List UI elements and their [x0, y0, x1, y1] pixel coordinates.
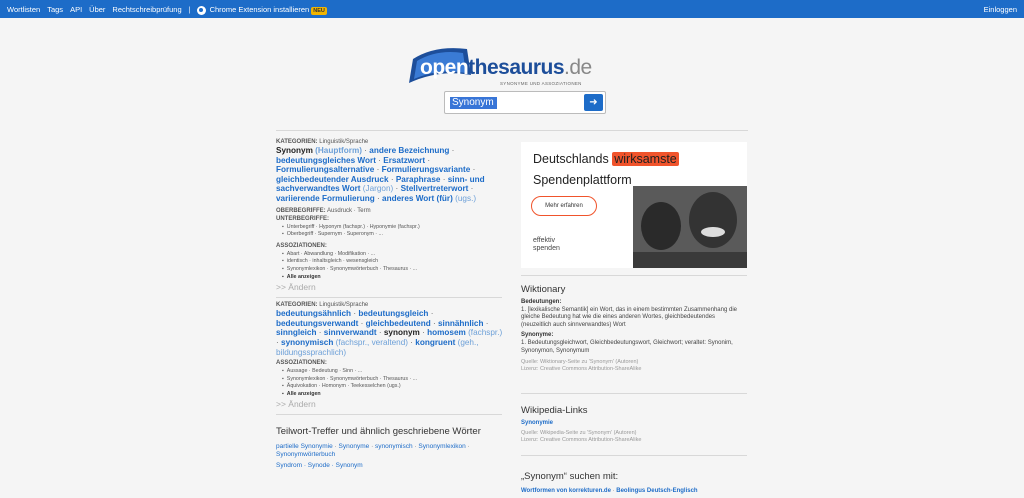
divider — [521, 455, 747, 456]
teilwort-links: partielle Synonymie · Synonyme · synonymisch · Synonymlexikon · Synonymwörterbuch — [276, 443, 470, 459]
synonym-link[interactable]: sinnähnlich — [438, 318, 484, 328]
teilwort-link[interactable]: partielle Synonymie — [276, 443, 333, 451]
nav-rechtschreibpruefung[interactable]: Rechtschreibprüfung — [112, 4, 182, 14]
nav-api[interactable]: API — [70, 4, 83, 14]
teilwort-link[interactable]: Synonymlexikon — [418, 443, 466, 451]
wikipedia-section — [521, 405, 747, 444]
synonym-link[interactable]: Formulierungsvariante — [381, 165, 471, 175]
nav-tags[interactable]: Tags — [47, 4, 64, 14]
divider — [521, 393, 747, 394]
divider — [276, 130, 748, 131]
synonym-link[interactable]: sinngleich — [276, 328, 317, 338]
wiktionary-bedeutungen-text: 1. [lexikalische Semantik] ein Wort, das in einem bestimmten Zusammenhang die gleiche Bedeutung hat wie die eines anderen Wortes, gleichbedeutendes (neuzeitlich auch sinnverwandtes) Wort — [521, 306, 737, 328]
assoziationen-list — [288, 251, 504, 281]
wikipedia-source[interactable]: Quelle: Wikipedia-Seite zu 'Synonym' (Autoren) — [521, 430, 637, 436]
synonym-qualifier: (fachspr., veraltend) — [335, 337, 408, 347]
list-item[interactable]: ▪ Abart · Abwandlung · Modifikation · ... — [288, 251, 504, 259]
synonym-main[interactable]: synonym — [383, 328, 420, 338]
teilwort-heading: Teilwort-Treffer und ähnlich geschriebene Wörter — [276, 426, 481, 438]
synonym-link[interactable]: kongruent — [415, 337, 456, 347]
wiktionary-synonyme-text: 1. Bedeutungsgleichwort, Gleichbedeutungswort, Gleichwort; veraltet: Synonim, Synonymon, Synonymum — [521, 339, 733, 354]
synonym-link[interactable]: Stellvertreterwort — [400, 184, 469, 194]
category-link[interactable]: Linguistik/Sprache — [319, 302, 369, 309]
nav-separator: | — [188, 4, 191, 14]
synonym-link[interactable]: gleichbedeutender Ausdruck — [276, 174, 389, 184]
list-item[interactable]: ▪ identisch · inhaltsgleich · wesensgleich — [288, 258, 504, 266]
login-link[interactable]: Einloggen — [983, 4, 1017, 14]
advertisement-banner[interactable] — [521, 142, 747, 268]
nav-chrome-extension[interactable] — [210, 5, 327, 14]
nav-wortlisten[interactable]: Wortlisten — [7, 4, 41, 14]
synonym-link[interactable]: sinnverwandt — [323, 328, 377, 338]
list-item[interactable]: ▪ Synonymlexikon · Synonymwörterbuch · Thesaurus · ... — [288, 376, 504, 384]
list-item[interactable]: ▪ Aussage · Bedeutung · Sinn · ... — [288, 368, 504, 376]
synonym-qualifier: (fachspr.) — [468, 328, 503, 338]
synonym-link[interactable]: bedeutungsähnlich — [276, 309, 352, 319]
synonym-main[interactable]: Synonym — [276, 146, 313, 155]
ad-headline: Deutschlands wirksamste — [533, 152, 677, 166]
show-all-link[interactable]: ▪ Alle anzeigen — [288, 391, 504, 399]
arrow-right-icon: ➜ — [589, 97, 598, 108]
show-all-link[interactable]: ▪ Alle anzeigen — [288, 274, 504, 282]
list-item[interactable]: ▪ Unterbegriff · Hyponym (fachspr.) · Hyponymie (fachspr.) — [288, 224, 504, 232]
wiktionary-license[interactable]: Lizenz: Creative Commons Attribution-ShareAlike — [521, 366, 642, 373]
results-column — [276, 139, 504, 470]
beolingus-link[interactable]: Beolingus Deutsch-Englisch — [616, 488, 698, 494]
synonym-link[interactable]: bedeutungsgleiches Wort — [276, 155, 376, 165]
synonym-link[interactable]: anderes Wort (für) — [382, 193, 453, 203]
new-badge: NEU — [313, 7, 325, 14]
synonym-group-1: Synonym (Hauptform) · andere Bezeichnung · bedeutungsgleiches Wort · Ersatzwort · Formulierungsalternative · Formulierungsvariante · gleichbedeutender Ausdruck · Paraphrase · sinn- und sachverwandtes Wort (Jargon) · Stellvertreterwort · variierende Formulierung · anderes Wort (für) (ugs.) — [276, 146, 485, 203]
synonym-link[interactable]: variierende Formulierung — [276, 193, 375, 203]
search-box — [444, 91, 606, 114]
wiktionary-heading: Wiktionary — [521, 284, 566, 295]
wikipedia-link[interactable]: Synonymie — [521, 420, 554, 426]
wiktionary-section — [521, 284, 747, 373]
teilwort-link[interactable]: synonymisch — [375, 443, 413, 451]
teilwort-link[interactable]: Synonymwörterbuch — [276, 451, 336, 459]
teilwort-link[interactable]: Synonyme — [338, 443, 370, 451]
assoziationen-list — [288, 368, 504, 398]
divider — [276, 414, 502, 415]
synonym-link[interactable]: Formulierungsalternative — [276, 165, 375, 175]
edit-link[interactable]: >> Ändern — [276, 399, 316, 410]
site-logo[interactable] — [405, 45, 595, 93]
synonym-link[interactable]: homosem — [427, 328, 466, 338]
wiktionary-synonyme-label: Synonyme: — [521, 332, 554, 339]
synonym-qualifier: (Hauptform) — [315, 146, 362, 155]
korrekturen-link[interactable]: Wortformen von korrekturen.de — [521, 488, 611, 494]
categories-line: KATEGORIEN: Linguistik/Sprache — [276, 139, 369, 145]
search-with-heading: „Synonym“ suchen mit: — [521, 471, 619, 482]
unterbegriffe-label: UNTERBEGRIFFE: — [276, 215, 329, 222]
synonym-link[interactable]: andere Bezeichnung — [369, 146, 450, 155]
synonym-group-2: bedeutungsähnlich · bedeutungsgleich · bedeutungsverwandt · gleichbedeutend · sinnähnlich · sinngleich · sinnverwandt · synonym · homosem (fachspr.) · synonymisch (fachspr., veraltend) · kongruent (geh., bildungssprachlich) — [276, 309, 503, 357]
oberbegriffe: OBERBEGRIFFE: Ausdruck · Term — [276, 207, 371, 214]
list-item[interactable]: ▪ Synonymlexikon · Synonymwörterbuch · Thesaurus · ... — [288, 266, 504, 274]
ad-logo: effektiv spenden — [533, 237, 560, 252]
logo-tagline: SYNONYME UND ASSOZIATIONEN — [500, 81, 582, 86]
search-with-section — [521, 471, 747, 494]
synonym-link[interactable]: bedeutungsverwandt — [276, 318, 359, 328]
search-with-links: Wortformen von korrekturen.de · Beolingus Deutsch-Englisch — [521, 488, 698, 494]
nav-ueber[interactable]: Über — [89, 4, 106, 14]
synonym-link[interactable]: bedeutungsgleich — [358, 309, 429, 319]
wiktionary-bedeutungen-label: Bedeutungen: — [521, 299, 562, 305]
assoziationen-label: ASSOZIATIONEN: — [276, 242, 327, 249]
top-nav-bar — [0, 0, 1024, 18]
synonym-qualifier: (geh., bildungssprachlich) — [276, 337, 479, 357]
aehnliche-woerter[interactable]: Syndrom · Synode · Synonym — [276, 462, 363, 470]
synonym-link[interactable]: synonymisch — [281, 337, 334, 347]
categories-line: KATEGORIEN: Linguistik/Sprache — [276, 302, 369, 309]
list-item[interactable]: ▪ Oberbegriff · Supernym · Superonym · ... — [288, 231, 504, 239]
search-button[interactable] — [584, 94, 603, 111]
synonym-qualifier: (ugs.) — [455, 193, 477, 203]
ad-photo — [633, 186, 747, 268]
oberbegriffe-links[interactable]: Ausdruck · Term — [327, 207, 371, 214]
divider — [521, 275, 747, 276]
search-input[interactable] — [450, 97, 497, 109]
unterbegriffe-list — [288, 224, 504, 239]
category-link[interactable]: Linguistik/Sprache — [319, 139, 369, 145]
chrome-extension-label: Chrome Extension installieren — [209, 4, 310, 14]
synonym-qualifier: (Jargon) — [362, 184, 394, 194]
synonym-link[interactable]: gleichbedeutend — [365, 318, 431, 328]
list-item[interactable]: ▪ Äquivokation · Homonym · Teekesselchen (ugs.) — [288, 383, 504, 391]
synonym-link[interactable]: sinn- und sachverwandtes Wort — [276, 174, 485, 194]
ad-button[interactable]: Mehr erfahren — [531, 196, 597, 216]
assoziationen-label: ASSOZIATIONEN: — [276, 360, 327, 367]
divider — [276, 297, 502, 298]
synonym-link[interactable]: Ersatzwort — [383, 155, 426, 165]
ad-headline-2: Spendenplattform — [533, 173, 632, 187]
logo-wordmark: openthesaurus.de — [420, 56, 592, 79]
wikipedia-license[interactable]: Lizenz: Creative Commons Attribution-ShareAlike — [521, 437, 642, 443]
wiktionary-source[interactable]: Quelle: Wiktionary-Seite zu 'Synonym' (Autoren) — [521, 359, 639, 366]
synonym-link[interactable]: Paraphrase — [395, 174, 441, 184]
chrome-icon — [197, 6, 206, 15]
wikipedia-heading: Wikipedia-Links — [521, 405, 588, 416]
edit-link[interactable]: >> Ändern — [276, 282, 316, 293]
